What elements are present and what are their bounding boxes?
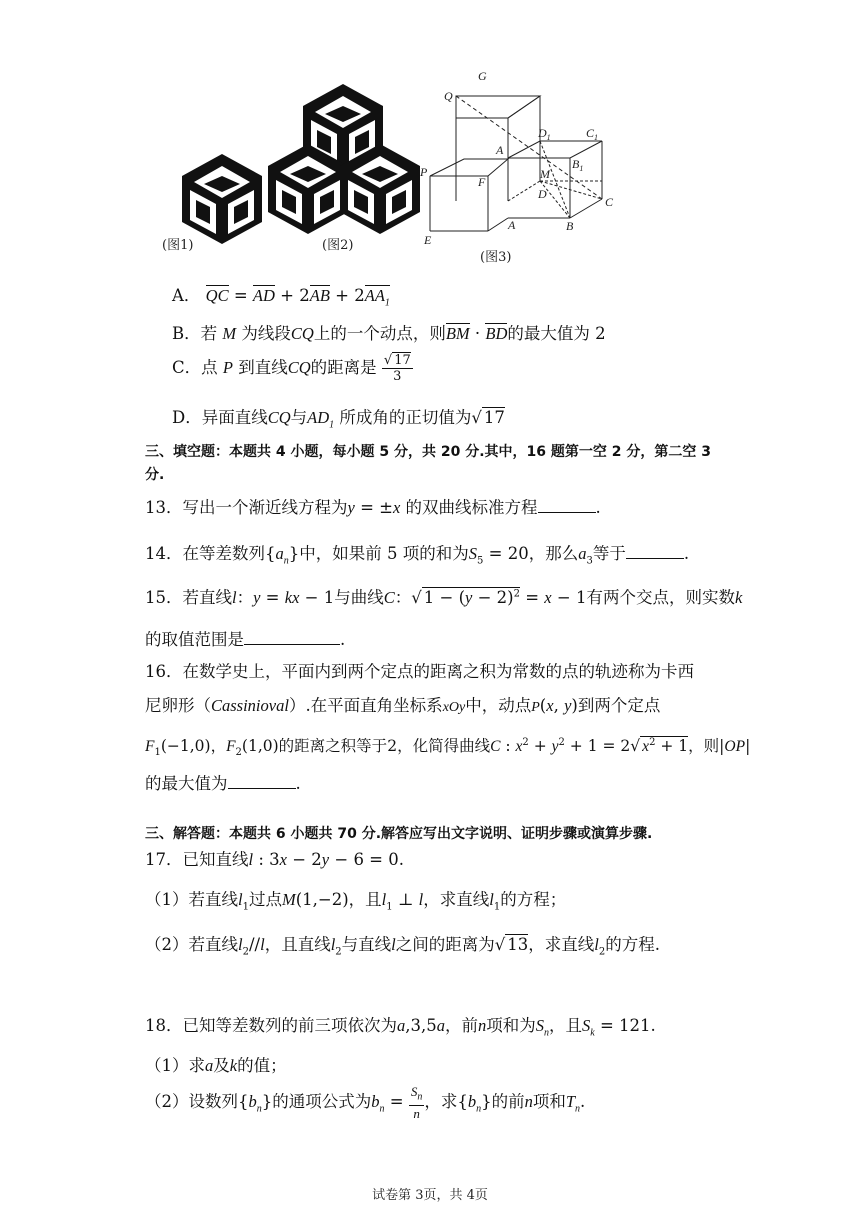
question-17: 17．已知直线l : 3x − 2y − 6 = 0.: [145, 850, 404, 869]
page-footer: 试卷第 3页，共 4页: [372, 1188, 488, 1203]
cube-figures-image: [140, 66, 620, 266]
svg-text:A: A: [496, 143, 504, 157]
option-c-label: C．: [172, 358, 202, 377]
question-16-line3: $F_1(-1,0)$，$F_2(1,0)$的距离之积等于2，化简得曲线C : $x^2 + y^2 + 1 = 2√$ $x^2 + 1$，则|OP|: [145, 736, 751, 759]
question-14: 14．在等差数列$\{a_n\}$中，如果前 5 项的和为$S_5 = 20$，那么$a_3$等于 .: [145, 544, 690, 567]
answer-blank[interactable]: [228, 774, 296, 789]
option-a-label: A．: [172, 286, 201, 305]
question-16: 16．在数学史上，平面内到两个定点的距离之积为常数的点的轨迹称为卡西: [145, 662, 694, 681]
fig1-caption: (图1): [162, 238, 194, 253]
section-answer-heading: 三、解答题：本题共 6 小题共 70 分.解答应写出文字说明、证明步骤或演算步骤.: [145, 826, 653, 842]
svg-text:G: G: [478, 69, 487, 83]
option-a: A． QC = AD + $2AB + 2AA_1$: [172, 286, 390, 309]
question-18-part2: （2）设数列$\{b_n\}$的通项公式为$b_n$ = $\frac{S_n}{n}$ ，求$\{b_n\}$的前n项和$T_n$.: [145, 1084, 586, 1121]
svg-text:F: F: [478, 175, 486, 189]
svg-text:D1: $D_1$: [538, 126, 551, 142]
svg-text:M: M: [540, 167, 550, 181]
option-d-label: D．: [172, 408, 202, 427]
section-fill-blank-heading-cont: 分.: [145, 467, 165, 483]
question-16-line2: 尼卵形（Cassinioval）.在平面直角坐标系xOy中，动点P(x, y)到两个定点: [145, 696, 661, 715]
svg-text:B: B: [566, 219, 574, 233]
question-16-line4: 的最大值为 .: [145, 774, 301, 793]
svg-text:D: D: [538, 187, 547, 201]
fig1-cube: [182, 154, 262, 244]
svg-text:Q: Q: [444, 89, 453, 103]
option-c: C．点 P 到直线CQ的距离是 $\frac{√ 17}{3}$: [172, 353, 411, 384]
fig2-caption: (图2): [322, 238, 354, 253]
svg-text:C: C: [605, 195, 614, 209]
svg-text:P: P: [420, 165, 428, 179]
question-13: 13．写出一个渐近线方程为y = ±x 的双曲线标准方程 .: [145, 498, 601, 517]
question-17-part2: （2）若直线$l_2//l$，且直线$l_2$与直线l之间的距离为√ 13，求直线$l_2$的方程.: [145, 935, 660, 958]
section-fill-blank-heading: 三、填空题：本题共 4 小题，每小题 5 分，共 20 分.其中，16 题第一空 2 分，第二空 3: [145, 444, 711, 460]
answer-blank[interactable]: [244, 630, 340, 645]
question-17-part1: （1）若直线$l_1$过点M(1,−2)，且$l_1$ ⊥ l，求直线$l_1$的方程；: [145, 890, 567, 913]
svg-text:E: E: [424, 233, 432, 247]
answer-blank[interactable]: [626, 544, 684, 559]
svg-text:A: A: [508, 218, 516, 232]
question-15-cont: 的取值范围是 .: [145, 630, 346, 649]
question-18: 18．已知等差数列的前三项依次为a,3,5a，前n项和为$S_n$，且$S_k = 121$.: [145, 1016, 656, 1039]
option-d: D．异面直线CQ与$AD_1$ 所成角的正切值为√ 17: [172, 408, 505, 431]
svg-text:B1: $B_1$: [572, 157, 584, 173]
fig2-cubes: [268, 84, 420, 234]
svg-text:C1: $C_1$: [586, 126, 599, 142]
fig3-caption: (图3): [480, 250, 512, 265]
figures-area: [140, 66, 620, 266]
question-18-part1: （1）求a及k的值；: [145, 1056, 287, 1075]
option-b: B．若 M 为线段CQ上的一个动点，则BM · BD的最大值为 2: [172, 324, 606, 343]
answer-blank[interactable]: [538, 498, 596, 513]
question-15: 15．若直线l：y = kx − 1与曲线C：√ $1 - (y - 2)^2 = x - 1$有两个交点，则实数k: [145, 588, 743, 607]
option-b-label: B．: [172, 324, 201, 343]
